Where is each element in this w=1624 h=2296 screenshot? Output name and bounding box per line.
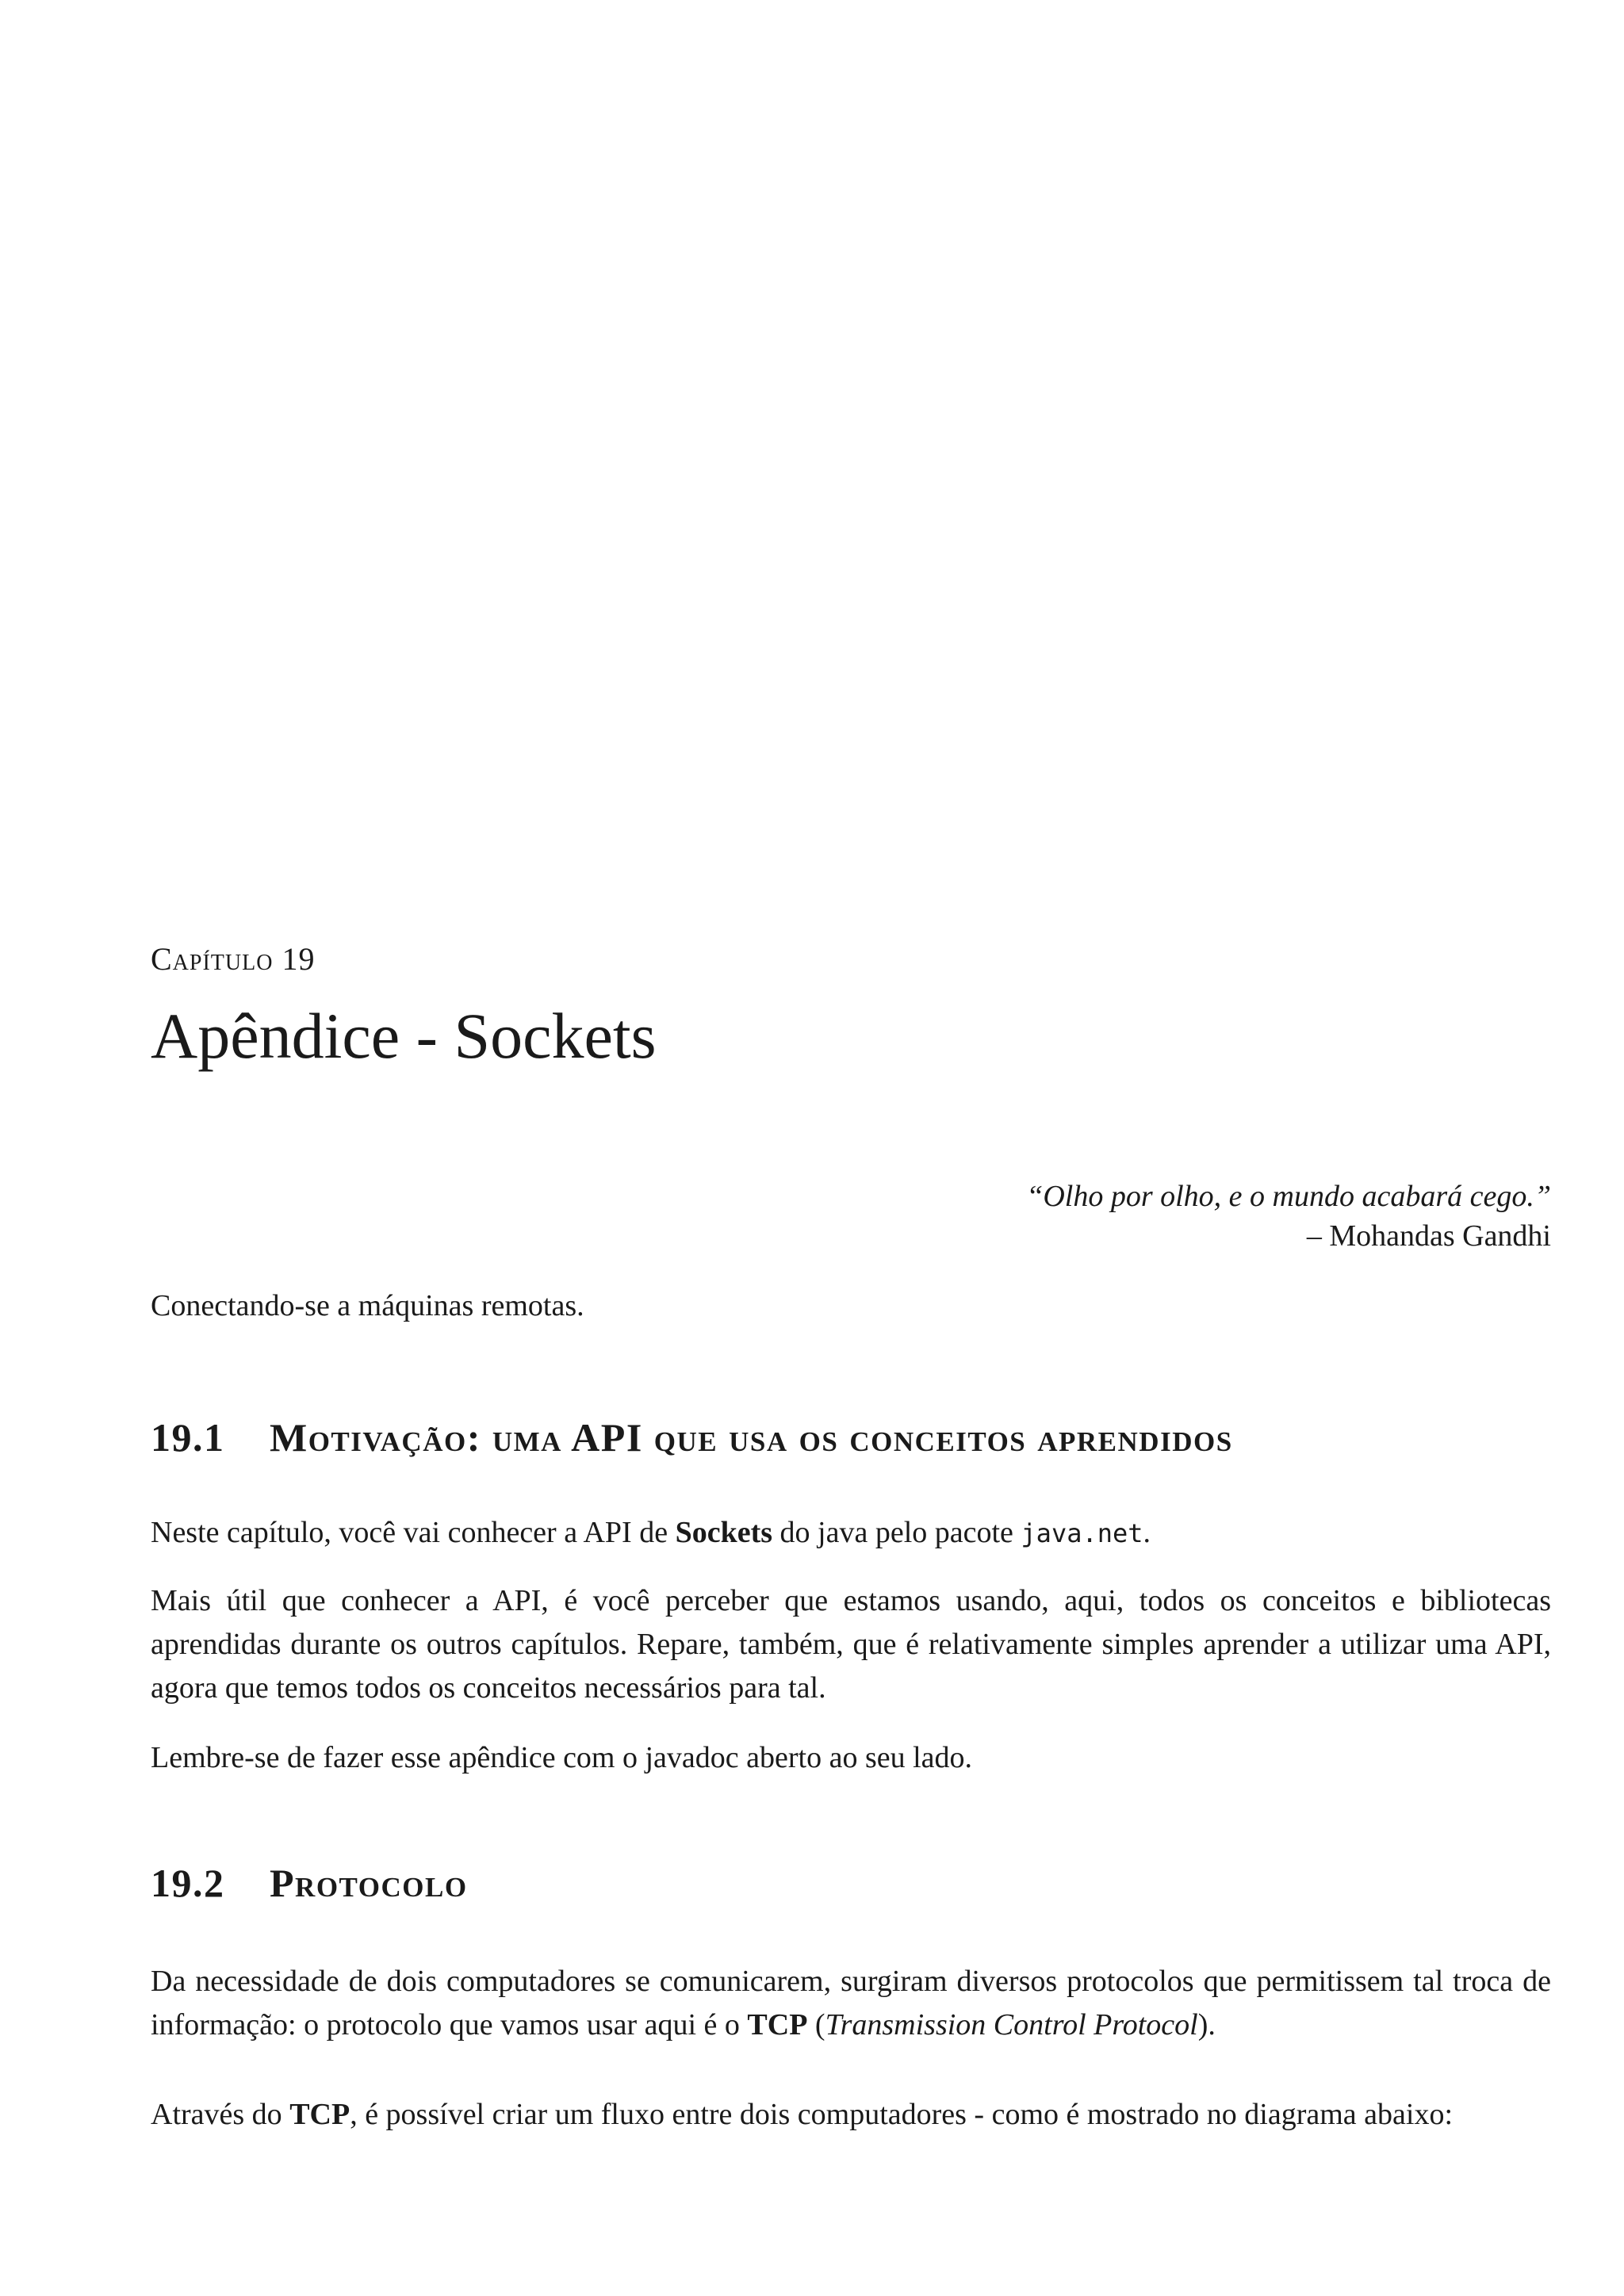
paragraph-text: Da necessidade de dois computadores se comunicarem, surgiram diversos protocolos que permitissem tal troca de informação: o protocolo que vamos usar aqui é o [151,1965,1551,2042]
paragraph-text: . [1143,1516,1151,1549]
epigraph [1026,1177,1551,1256]
paragraph-text: ( [807,2008,825,2042]
chapter-label: Capítulo 19 [151,941,316,977]
chapter-intro: Conectando-se a máquinas remotas. [151,1289,584,1322]
section-number: 19.1 [151,1415,225,1460]
paragraph-text: Neste capítulo, você vai conhecer a API de [151,1516,676,1549]
epigraph-author: – Mohandas Gandhi [1306,1219,1551,1253]
paragraph-sockets-intro [151,1511,1551,1556]
term-tcp: TCP [747,2008,808,2042]
term-tcp: TCP [289,2098,350,2131]
paragraph-text: , é possível criar um fluxo entre dois computadores - como é mostrado no diagrama abaixo: [350,2098,1454,2131]
section-title: Protocolo [270,1861,468,1905]
term-sockets: Sockets [675,1516,773,1549]
section-number: 19.2 [151,1861,225,1905]
chapter-title: Apêndice - Sockets [151,1000,657,1072]
paragraph-text: do java pelo pacote [772,1516,1021,1549]
paragraph-api-concepts: Mais útil que conhecer a API, é você perceber que estamos usando, aqui, todos os conceitos e bibliotecas aprendidas durante os outros capítulos. Repare, também, que é relativamente simples aprender a utilizar uma API, agora que temos todos os conceitos necessários para tal. [151,1584,1551,1705]
section-title: Motivação: uma API que usa os conceitos aprendidos [270,1415,1233,1460]
paragraph-tcp-intro [151,1960,1551,2047]
epigraph-quote: “Olho por olho, e o mundo acabará cego.” [1026,1180,1551,1213]
section-heading-protocolo [151,1862,468,1905]
paragraph-text: ). [1197,2008,1216,2042]
paragraph-tcp-flow [151,2093,1551,2137]
paragraph-javadoc: Lembre-se de fazer esse apêndice com o javadoc aberto ao seu lado. [151,1741,973,1774]
section-heading-motivacao [151,1416,1233,1460]
paragraph-text: Através do [151,2098,290,2131]
term-tcp-expansion: Transmission Control Protocol [825,2008,1198,2042]
code-package-name: java.net [1021,1518,1143,1548]
